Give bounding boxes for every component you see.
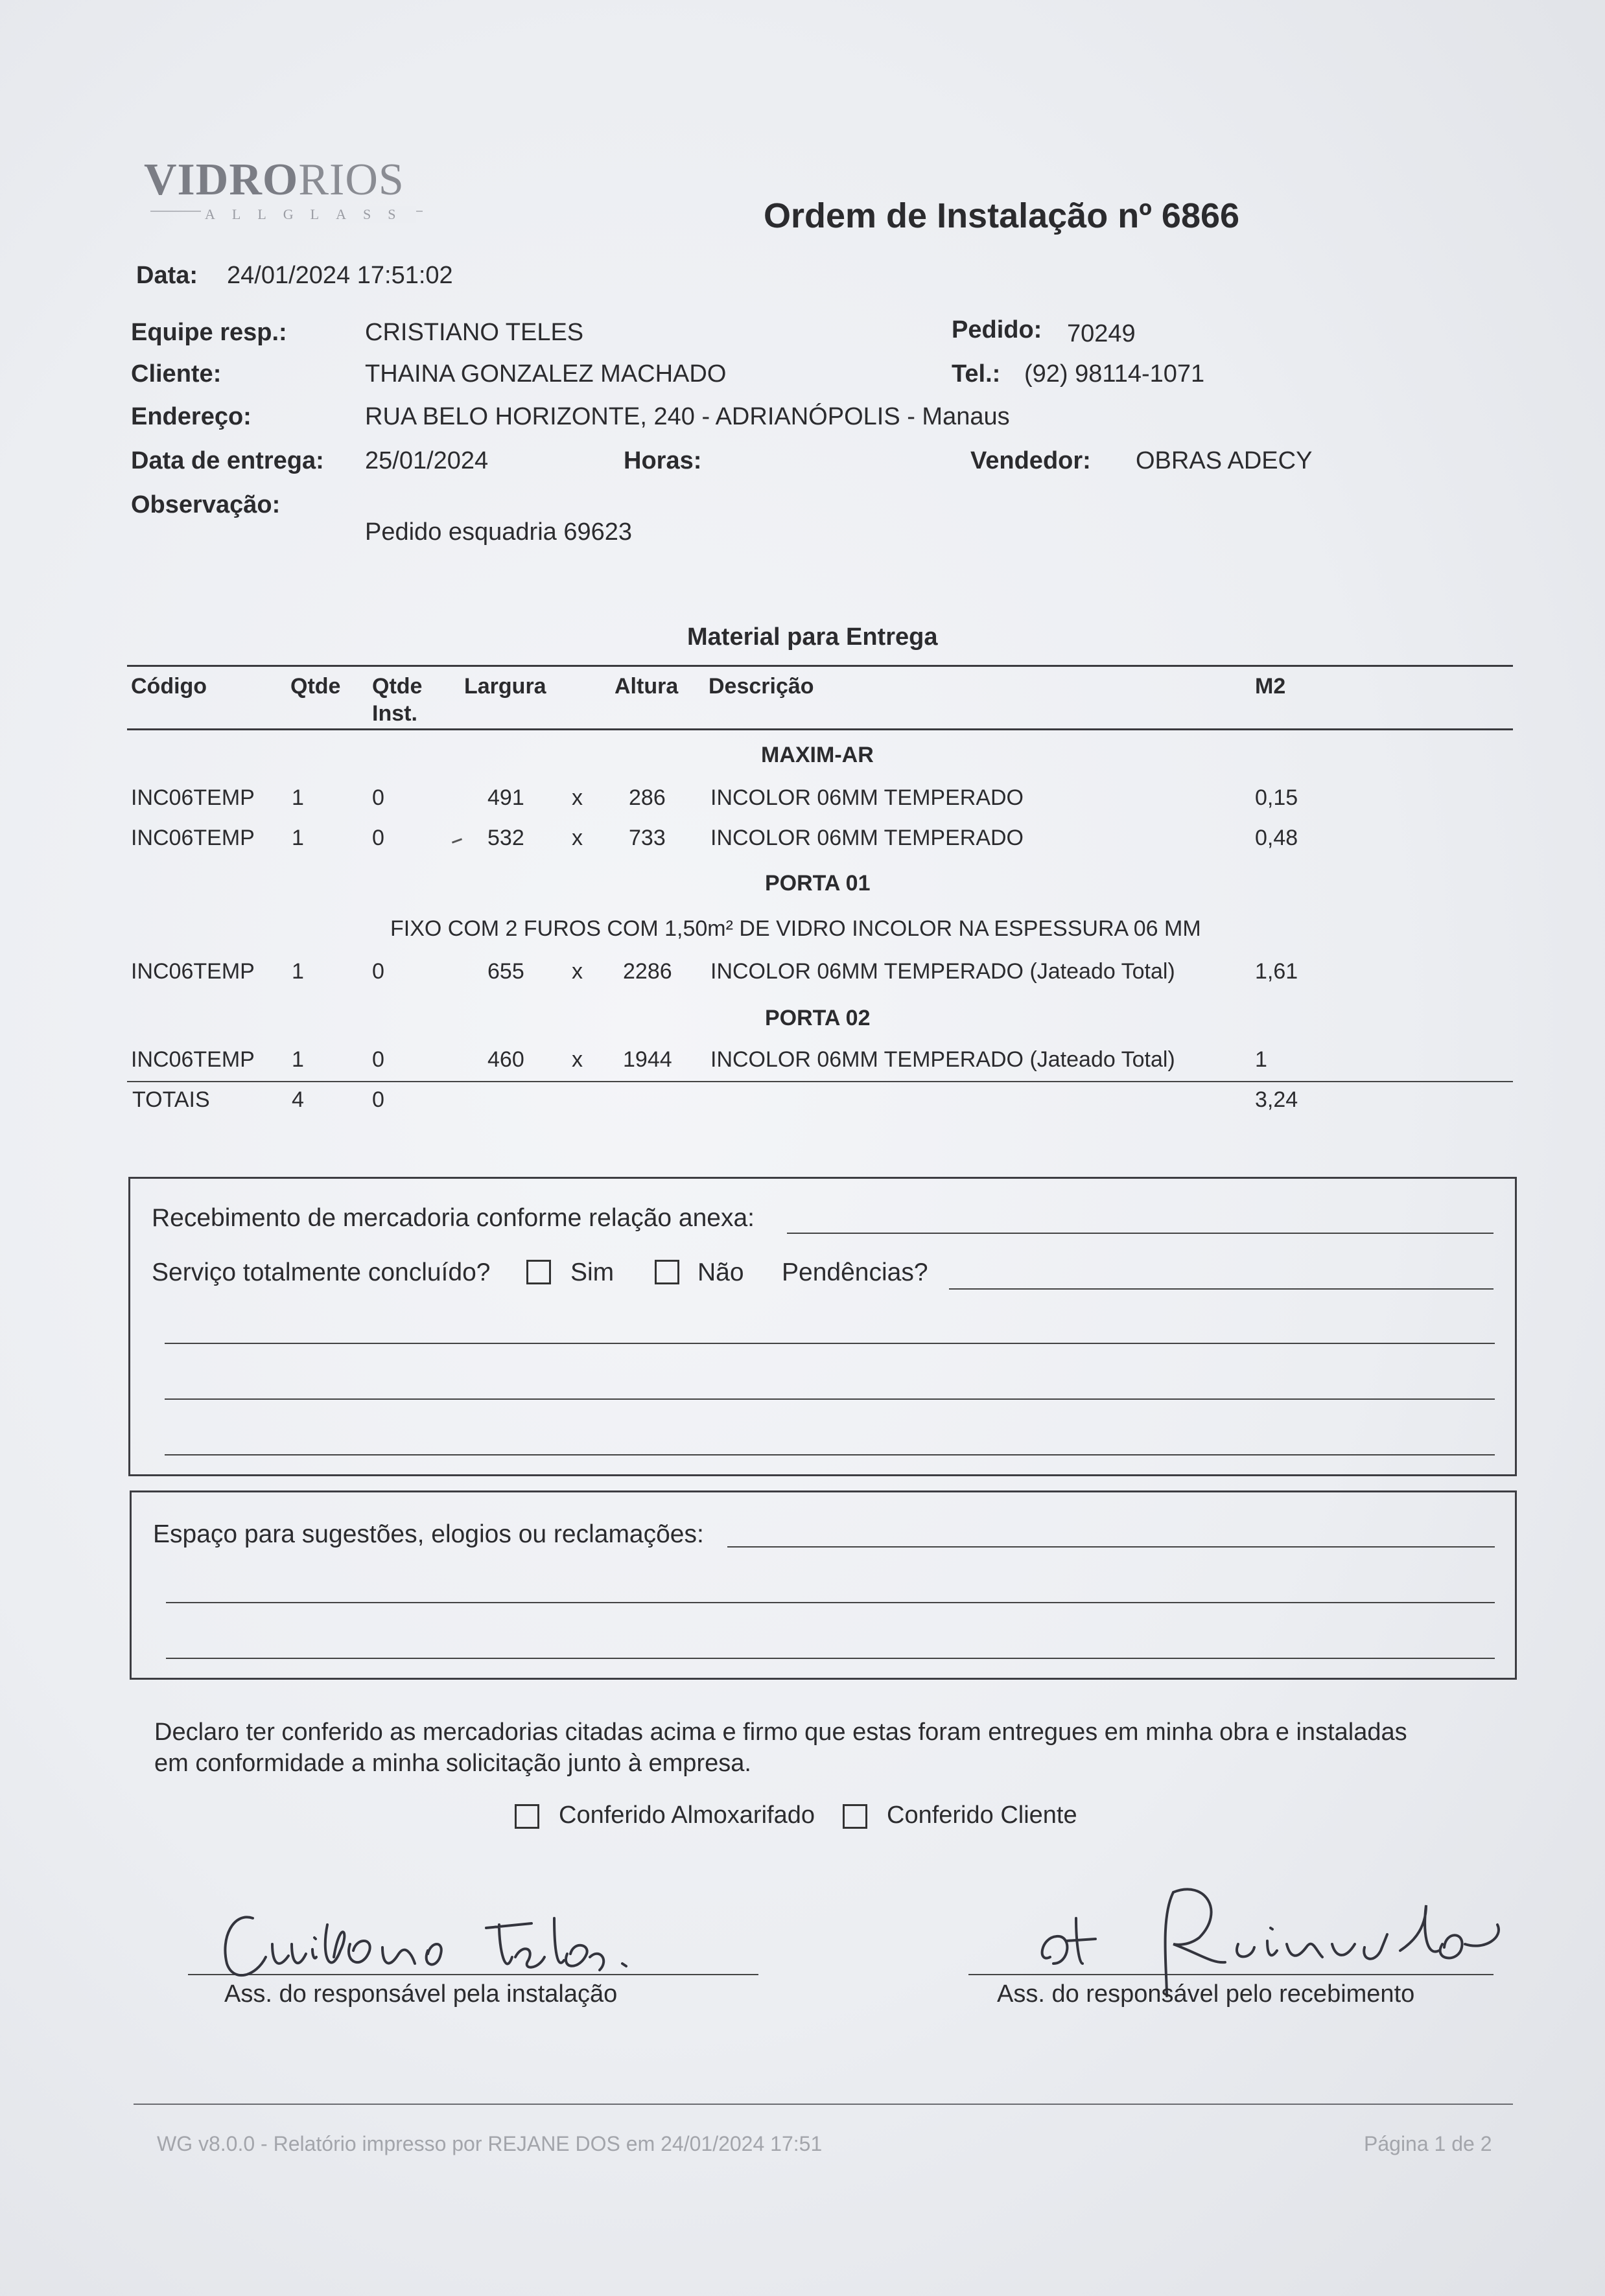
group-porta-02: PORTA 02 [765,1006,871,1030]
col-height: Altura [615,674,679,699]
pending-line[interactable] [949,1288,1494,1290]
totals-label: TOTAIS [132,1087,210,1112]
suggestions-line-2[interactable] [166,1602,1495,1603]
table-row-4-x: x [572,1047,583,1072]
date-value: 24/01/2024 17:51:02 [227,262,453,289]
table-title: Material para Entrega [687,623,938,651]
table-header-rule [127,728,1513,730]
team-label: Equipe resp.: [131,319,287,346]
receiver-signature-caption: Ass. do responsável pelo recebimento [997,1980,1415,2008]
col-qty-inst-1: Qtde [372,674,423,699]
table-top-rule [127,665,1513,667]
service-concluded-label: Serviço totalmente concluído? [152,1258,491,1286]
group-porta-01: PORTA 01 [765,871,871,896]
totals-rule [127,1081,1513,1082]
footer-page-number: Página 1 de 2 [1364,2132,1492,2155]
suggestions-box [130,1490,1517,1680]
totals-m2: 3,24 [1255,1087,1298,1112]
table-row-2-qty: 1 [292,826,304,850]
pending-line-3[interactable] [165,1398,1495,1400]
col-code: Código [131,674,207,699]
logo-brand-light: RIOS [298,155,404,205]
table-row-2-width: 532 [487,826,524,850]
suggestions-line-3[interactable] [166,1658,1495,1659]
observation-label: Observação: [131,491,281,518]
order-label: Pedido: [952,316,1042,343]
table-row-1-code: INC06TEMP [131,785,255,810]
logo-brand-bold: VIDRO [144,155,299,205]
receipt-label: Recebimento de mercadoria conforme relação anexa: [152,1204,755,1232]
table-row-4-inst: 0 [372,1047,384,1072]
table-row-4-qty: 1 [292,1047,304,1072]
delivery-date-label: Data de entrega: [131,447,324,474]
table-row-1-x: x [572,785,583,810]
declaration-line-2: em conformidade a minha solicitação junto à empresa. [154,1750,751,1777]
seller-value: OBRAS ADECY [1136,447,1313,474]
service-no-checkbox[interactable] [655,1260,679,1284]
client-checked-label: Conferido Cliente [887,1802,1077,1829]
table-row-2-height: 733 [629,826,666,850]
receipt-line[interactable] [787,1233,1494,1234]
col-qty: Qtde [290,674,341,699]
table-row-2-code: INC06TEMP [131,826,255,850]
table-row-2-m2: 0,48 [1255,826,1298,850]
phone-value: (92) 98114-1071 [1024,360,1205,388]
warehouse-checked-checkbox[interactable] [515,1804,539,1829]
table-row-1-qty: 1 [292,785,304,810]
col-description: Descrição [709,674,814,699]
col-qty-inst-2: Inst. [372,701,417,726]
table-row-3-height: 2286 [623,959,672,984]
observation-value: Pedido esquadria 69623 [365,518,633,546]
phone-label: Tel.: [952,360,1001,388]
team-value: CRISTIANO TELES [365,319,584,346]
suggestions-label: Espaço para sugestões, elogios ou reclamações: [153,1520,704,1548]
table-row-3-x: x [572,959,583,984]
table-row-1-inst: 0 [372,785,384,810]
table-row-4-width: 460 [487,1047,524,1072]
pending-line-4[interactable] [165,1454,1495,1455]
warehouse-checked-label: Conferido Almoxarifado [559,1802,815,1829]
document-title: Ordem de Instalação nº 6866 [764,196,1240,235]
table-row-4-description: INCOLOR 06MM TEMPERADO (Jateado Total) [710,1047,1175,1072]
seller-label: Vendedor: [970,447,1091,474]
client-checked-checkbox[interactable] [843,1804,867,1829]
table-row-1-description: INCOLOR 06MM TEMPERADO [710,785,1024,810]
table-row-3-width: 655 [487,959,524,984]
service-no-label: Não [697,1258,744,1286]
table-row-3-code: INC06TEMP [131,959,255,984]
client-label: Cliente: [131,360,222,388]
pen-mark [452,838,462,843]
table-row-1-m2: 0,15 [1255,785,1298,810]
table-row-2-x: x [572,826,583,850]
hours-label: Horas: [624,447,702,474]
table-row-3-m2: 1,61 [1255,959,1298,984]
address-value: RUA BELO HORIZONTE, 240 - ADRIANÓPOLIS - Manaus [365,403,1010,430]
order-value: 70249 [1067,320,1136,347]
logo-subtitle: ALLGLASS [201,206,416,223]
service-yes-label: Sim [570,1258,615,1286]
date-label: Data: [136,262,198,289]
service-yes-checkbox[interactable] [526,1260,551,1284]
receiver-signature-text [0,0,3,1]
col-m2: M2 [1255,674,1286,699]
table-row-1-width: 491 [487,785,524,810]
table-row-2-description: INCOLOR 06MM TEMPERADO [710,826,1024,850]
group-porta-01-note: FIXO COM 2 FUROS COM 1,50m² DE VIDRO INCOLOR NA ESPESSURA 06 MM [390,916,1201,941]
group-maxim-ar: MAXIM-AR [761,743,874,767]
table-row-3-description: INCOLOR 06MM TEMPERADO (Jateado Total) [710,959,1175,984]
suggestions-line-1[interactable] [727,1546,1495,1548]
installer-signature-caption: Ass. do responsável pela instalação [224,1980,618,2008]
footer-print-info: WG v8.0.0 - Relatório impresso por REJANE DOS em 24/01/2024 17:51 [157,2132,823,2155]
table-row-3-inst: 0 [372,959,384,984]
pending-line-2[interactable] [165,1343,1495,1344]
table-row-3-qty: 1 [292,959,304,984]
table-row-2-inst: 0 [372,826,384,850]
col-width: Largura [464,674,546,699]
address-label: Endereço: [131,403,252,430]
footer-rule [134,2104,1513,2105]
table-row-4-height: 1944 [623,1047,672,1072]
table-row-1-height: 286 [629,785,666,810]
totals-qty: 4 [292,1087,304,1112]
declaration-line-1: Declaro ter conferido as mercadorias citadas acima e firmo que estas foram entregues em minha obra e instaladas [154,1719,1407,1746]
delivery-date-value: 25/01/2024 [365,447,489,474]
table-row-4-m2: 1 [1255,1047,1267,1072]
totals-inst: 0 [372,1087,384,1112]
installer-signature [194,1879,817,1996]
table-row-4-code: INC06TEMP [131,1047,255,1072]
client-value: THAINA GONZALEZ MACHADO [365,360,727,388]
company-logo [144,154,404,206]
pending-label: Pendências? [782,1258,928,1286]
